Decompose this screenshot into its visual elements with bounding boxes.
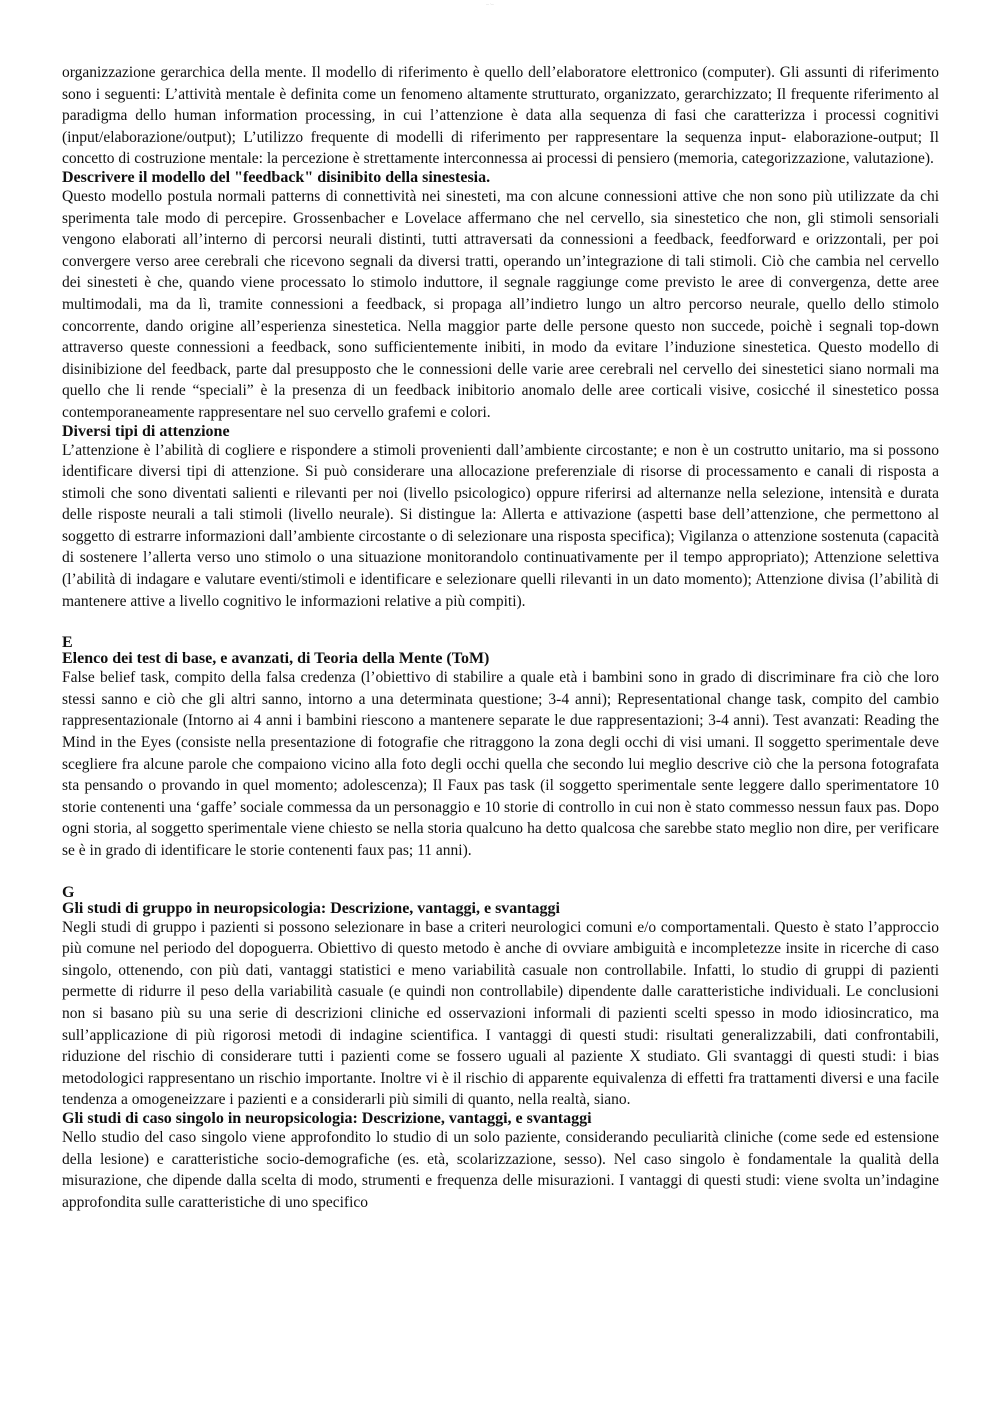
tom-paragraph: False belief task, compito della falsa credenza (l’obiettivo di stabilire a quale età i bambini sono in grado di discriminare fra ciò che loro stessi sanno e ciò che gli altri sanno, intorno a una determinata questione; 3-4 anni); Representational change task, compito del cambio rappresentazionale (Intorno ai 4 anni i bambini riescono a mantenere separate le due rappresentazioni; 3-4 anni). Test avanzati: Reading the Mind in the Eyes (consiste nella presentazione di fotografie che ritraggono la zona degli occhi di visi umani. Il soggetto sperimentale deve scegliere fra alcune parole che compaiono vicino alla foto degli occhi quella che secondo lui meglio descrive ciò che la persona fotografata sta pensando o provando in quel momento; adolescenza); Il Faux pas task (il soggetto sperimentale sente leggere dallo sperimentatore 10 storie contenenti una ‘gaffe’ sociale commessa da un personaggio e 10 storie di controllo in cui non è stato commesso nessun faux pas. Dopo ogni storia, al soggetto sperimentale viene chiesto se nella storia qualcuno ha detto qualcosa che sarebbe stato meglio non dire, per verificare se è in grado di identificare le storie contenenti faux pas; 11 anni).: [62, 669, 939, 859]
header-mark-text: — ·—: [486, 2, 494, 6]
section-heading-singolo: Gli studi di caso singolo in neuropsicologia: Descrizione, vantaggi, e svantaggi: [62, 1109, 592, 1127]
section-heading-attenzione: Diversi tipi di attenzione: [62, 422, 230, 440]
gruppo-paragraph: Negli studi di gruppo i pazienti si possono selezionare in base a criteri neurologici comuni e/o comportamentali. Questo è stato l’approccio più comune nel periodo del dopoguerra. Obiettivo di questo metodo è anche di ovviare ambiguità e incompletezze insite in ricerche di caso singolo, ottenendo, con più dati, vantaggi statistici e meno variabilità casuale non controllabile. Infatti, lo studio di gruppi di pazienti permette di ridurre il peso della variabilità casuale (e quindi non controllabile) dipendente dalle caratteristiche individuali. Le conclusioni non si basano più su una serie di descrizioni cliniche ed osservazioni informali di pazienti scelti spesso in modo idiosincratico, ma sull’applicazione di più rigorosi metodi di indagine scientifica. I vantaggi di questi studi: risultati generalizzabili, dati confrontabili, riduzione del rischio di considerare tutti i pazienti come se fossero uguali al paziente X studiato. Gli svantaggi di questi studi: i bias metodologici rappresentano un rischio importante. Inoltre vi è il rischio di apparente equivalenza di effetti fra trattamenti diversi e una facile tendenza a omogeneizzare i pazienti e a considerarli più simili di quanto, nella realtà, siano.: [62, 918, 939, 1109]
attenzione-paragraph: L’attenzione è l’abilità di cogliere e rispondere a stimoli provenienti dall’ambiente circostante; e non è un costrutto unitario, ma si possono identificare diversi tipi di attenzione. Si può considerare una allocazione preferenziale di risorse di processamento e canali di risposta a stimoli che sono diventati salienti e rilevanti per noi (livello psicologico) oppure riferirsi ad alternanze nella selezione, intensità e durata delle risposte neurali a tali stimoli (livello neurale). Si distingue la: Allerta e attivazione (aspetti base dell’attenzione, che permettono al soggetto di estrarre informazioni dall’ambiente circostante o di selezionare una risposta specifica); Vigilanza o attenzione sostenuta (capacità di sostenere l’allerta verso uno stimolo o una situazione monitorandolo continuativamente per il tempo appropriato); Attenzione selettiva (l’abilità di indagare e valutare eventi/stimoli e identificare e selezionare quelli rilevanti in un dato momento); Attenzione divisa (l’abilità di mantenere attive a livello cognitivo le informazioni relative a più compiti).: [62, 441, 939, 610]
section-gap: [62, 862, 939, 885]
letter-divider-e: E: [62, 634, 73, 652]
letter-divider-g: G: [62, 883, 75, 901]
section-gap: [62, 612, 939, 635]
page-header-mark: [486, 2, 514, 6]
section-heading-tom: Elenco dei test di base, e avanzati, di Teoria della Mente (ToM): [62, 650, 490, 668]
feedback-paragraph: Questo modello postula normali patterns di connettività nei sinesteti, ma con alcune connessioni attive che non sono più utilizzate da chi sperimenta tale modo di percepire. Grossenbacher e Lovelace affermano che nel cervello, sia sinestetico che non, gli stimoli sensoriali vengono elaborati all’interno di percorsi neurali distinti, tutti attraversati da connessioni a feedback, feedforward e orizzontali, per poi convergere verso aree cerebrali che ricevono segnali da diversi tratti, operando un’integrazione di tali stimoli. Ciò che cambia nel cervello dei sinesteti è che, quando viene processato lo stimolo induttore, il segnale raggiunge come previsto le aree di convergenza, dette aree multimodali, ma da lì, tramite connessioni a feedback, si propaga all’indietro lungo un altro percorso neurale, quello dello stimolo concorrente, dando origine all’esperienza sinestetica. Nella maggior parte delle persone questo non succede, poichè i segnali top-down attraverso queste connessioni a feedback, sono sufficientemente inibiti, in modo da evitare l’induzione sinestetica. Questo modello di disinibizione del feedback, parte dal presupposto che le connessioni delle varie aree cerebrali nel cervello dei sinestetici siano normali ma quello che li rende “speciali” è la presenza di un feedback inibitorio anomalo delle aree corticali visive, cosicché il sinestetico possa contemporaneamente rappresentare nel suo cervello grafemi e colori.: [62, 187, 939, 421]
document-page: [62, 62, 939, 1407]
singolo-paragraph: Nello studio del caso singolo viene approfondito lo studio di un solo paziente, considerando peculiarità cliniche (come sede ed estensione della lesione) e caratteristiche socio-demografiche (es. età, scolarizzazione, sesso). Nel caso singolo è fondamentale la qualità della misurazione, che dipende dalla scelta di modo, strumenti e frequenza delle misurazioni. I vantaggi di questi studi: viene svolta un’indagine approfondita sulle caratteristiche di uno specifico: [62, 1128, 939, 1211]
section-heading-feedback: Descrivere il modello del "feedback" disinibito della sinestesia.: [62, 168, 491, 186]
section-heading-gruppo: Gli studi di gruppo in neuropsicologia: Descrizione, vantaggi, e svantaggi: [62, 899, 560, 917]
intro-paragraph: organizzazione gerarchica della mente. Il modello di riferimento è quello dell’elaboratore elettronico (computer). Gli assunti di riferimento sono i seguenti: L’attività mentale è definita come un fenomeno altamente strutturato, organizzato, gerarchizzato; Il frequente riferimento al paradigma dello human information processing, in cui l’attenzione è data alla sequenza di fasi che caratterizza i processi cognitivi (input/elaborazione/output); L’utilizzo frequente di modelli di riferimento per rappresentare la sequenza input- elaborazione-output; Il concetto di costruzione mentale: la percezione è strettamente interconnessa ai processi di pensiero (memoria, categorizzazione, valutazione).: [62, 64, 939, 168]
